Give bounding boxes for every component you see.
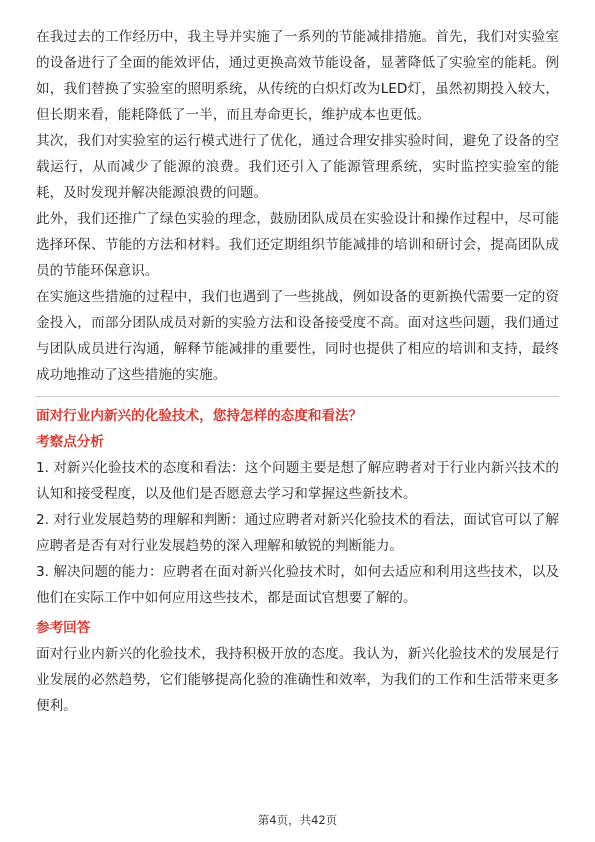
body-paragraph: 在我过去的工作经历中，我主导并实施了一系列的节能减排措施。首先，我们对实验室的设备进行了全面的能效评估，通过更换高效节能设备，显著降低了实验室的能耗。例如，我们替换了实验室的照明系统，从传统的白炽灯改为LED灯，虽然初期投入较大，但长期来看，能耗降低了一半，而且寿命更长，维护成本也更低。	[36, 29, 559, 123]
answer-paragraph: 面对行业内新兴的化验技术，我持积极开放的态度。我认为，新兴化验技术的发展是行业发展的必然趋势，它们能够提高化验的准确性和效率，为我们的工作和生活带来更多便利。	[36, 646, 559, 714]
answer-heading: 参考回答	[36, 620, 91, 636]
experience-section	[36, 24, 559, 388]
page-content	[36, 24, 559, 719]
section-divider	[36, 396, 559, 397]
analysis-item: 1. 对新兴化验技术的态度和看法：这个问题主要是想了解应聘者对于行业内新兴技术的认知和接受程度，以及他们是否愿意去学习和掌握这些新技术。	[36, 460, 559, 502]
question-section	[36, 403, 559, 719]
analysis-heading: 考察点分析	[36, 434, 104, 450]
body-paragraph: 此外，我们还推广了绿色实验的理念，鼓励团队成员在实验设计和操作过程中，尽可能选择环保、节能的方法和材料。我们还定期组织节能减排的培训和研讨会，提高团队成员的节能环保意识。	[36, 211, 559, 279]
analysis-item: 3. 解决问题的能力：应聘者在面对新兴化验技术时，如何去适应和利用这些技术，以及他们在实际工作中如何应用这些技术，都是面试官想要了解的。	[36, 564, 559, 606]
page-number: 第4页，共42页	[257, 813, 338, 827]
body-paragraph: 在实施这些措施的过程中，我们也遇到了一些挑战，例如设备的更新换代需要一定的资金投入，而部分团队成员对新的实验方法和设备接受度不高。面对这些问题，我们通过与团队成员进行沟通，解释节能减排的重要性，同时也提供了相应的培训和支持，最终成功地推动了这些措施的实施。	[36, 289, 559, 383]
question-title: 面对行业内新兴的化验技术，您持怎样的态度和看法？	[36, 408, 363, 424]
analysis-item: 2. 对行业发展趋势的理解和判断：通过应聘者对新兴化验技术的看法，面试官可以了解应聘者是否有对行业发展趋势的深入理解和敏锐的判断能力。	[36, 512, 559, 554]
body-paragraph: 其次，我们对实验室的运行模式进行了优化，通过合理安排实验时间，避免了设备的空载运行，从而减少了能源的浪费。我们还引入了能源管理系统，实时监控实验室的能耗，及时发现并解决能源浪费的问题。	[36, 133, 559, 201]
